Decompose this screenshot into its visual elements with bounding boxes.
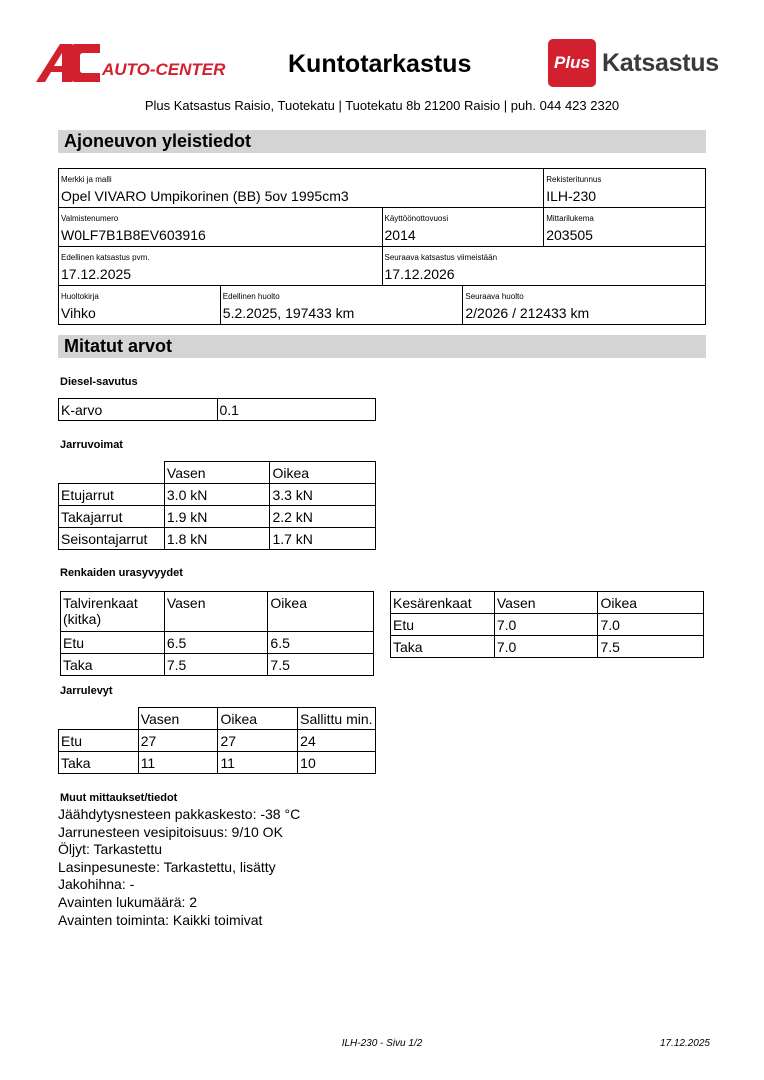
table-cell: 27 bbox=[218, 730, 298, 752]
header-cell: Oikea bbox=[268, 592, 374, 632]
notes-title: Muut mittaukset/tiedot bbox=[60, 792, 178, 804]
table-row bbox=[59, 752, 376, 774]
discs-title: Jarrulevyt bbox=[60, 685, 113, 697]
table-header-row bbox=[59, 708, 376, 730]
table-cell: 2.2 kN bbox=[270, 506, 376, 528]
note-line: Jäähdytysnesteen pakkaskesto: -38 °C bbox=[58, 806, 301, 822]
table-cell: Etu bbox=[59, 730, 139, 752]
next-inspection-cell: Seuraava katsastus viimeistään 17.12.2026 bbox=[382, 247, 705, 286]
svg-text:AUTO-CENTER: AUTO-CENTER bbox=[102, 60, 226, 79]
next-service-cell: Seuraava huolto 2/2026 / 212433 km bbox=[463, 286, 706, 325]
registration-cell: Rekisteritunnus ILH-230 bbox=[544, 169, 706, 208]
table-row bbox=[59, 208, 706, 247]
table-cell: 11 bbox=[138, 752, 218, 774]
make-model-cell: Merkki ja malli Opel VIVARO Umpikorinen (BB) 5ov 1995cm3 bbox=[59, 169, 544, 208]
table-cell: 1.8 kN bbox=[164, 528, 270, 550]
table-cell: 6.5 bbox=[164, 632, 268, 654]
note-line: Jakohihna: - bbox=[58, 876, 135, 893]
table-cell: 6.5 bbox=[268, 632, 374, 654]
table-row bbox=[61, 654, 374, 676]
katsastus-logo-text: Katsastus bbox=[602, 48, 719, 77]
table-cell: 7.0 bbox=[494, 636, 598, 658]
table-cell: 24 bbox=[298, 730, 376, 752]
brake-discs-table bbox=[58, 707, 376, 774]
table-cell: 1.9 kN bbox=[164, 506, 270, 528]
tyres-title: Renkaiden urasyvyydet bbox=[60, 567, 183, 579]
note-line: Avainten lukumäärä: 2 bbox=[58, 893, 198, 910]
table-cell: Etu bbox=[61, 632, 165, 654]
prev-service-cell: Edellinen huolto 5.2.2025, 197433 km bbox=[220, 286, 463, 325]
table-cell: Etujarrut bbox=[59, 484, 165, 506]
section-measured-values: Mitatut arvot bbox=[58, 335, 706, 358]
header bbox=[36, 34, 728, 90]
table-cell: 7.0 bbox=[598, 614, 704, 636]
table-cell: 10 bbox=[298, 752, 376, 774]
header-cell: Vasen bbox=[164, 462, 270, 484]
page-footer: ILH-230 - Sivu 1/2 bbox=[341, 1038, 423, 1049]
table-cell: Taka bbox=[61, 654, 165, 676]
table-row bbox=[59, 169, 706, 208]
header-cell: Vasen bbox=[164, 592, 268, 632]
k-value-label: K-arvo bbox=[59, 399, 218, 421]
table-cell: Takajarrut bbox=[59, 506, 165, 528]
notes-list bbox=[58, 806, 300, 929]
header-cell: Vasen bbox=[138, 708, 218, 730]
table-cell: 7.0 bbox=[494, 614, 598, 636]
table-row bbox=[59, 730, 376, 752]
table-cell: Seisontajarrut bbox=[59, 528, 165, 550]
table-row bbox=[59, 528, 376, 550]
header-cell: Sallittu min. bbox=[298, 708, 376, 730]
vin-cell: Valmistenumero W0LF7B1B8EV603916 bbox=[59, 208, 383, 247]
diesel-title: Diesel-savutus bbox=[60, 376, 138, 388]
table-row bbox=[61, 632, 374, 654]
summer-tyres-table bbox=[390, 591, 704, 658]
brakes-title: Jarruvoimat bbox=[60, 439, 123, 451]
header-cell: Kesärenkaat bbox=[391, 592, 495, 614]
table-header-row bbox=[391, 592, 704, 614]
section-vehicle-info: Ajoneuvon yleistiedot bbox=[58, 130, 706, 153]
table-cell: 7.5 bbox=[164, 654, 268, 676]
plus-katsastus-logo bbox=[548, 38, 719, 88]
table-cell: 1.7 kN bbox=[270, 528, 376, 550]
table-row bbox=[391, 614, 704, 636]
first-use-cell: Käyttöönottovuosi 2014 bbox=[382, 208, 544, 247]
table-cell: Taka bbox=[391, 636, 495, 658]
note-line: Jarrunesteen vesipitoisuus: 9/10 OK bbox=[58, 823, 283, 840]
station-address: Plus Katsastus Raisio, Tuotekatu | Tuotekatu 8b 21200 Raisio | puh. 044 423 2320 bbox=[144, 98, 620, 113]
table-cell: 7.5 bbox=[598, 636, 704, 658]
note-line: Lasinpesuneste: Tarkastettu, lisätty bbox=[58, 858, 276, 875]
table-cell: 3.3 kN bbox=[270, 484, 376, 506]
table-cell: 3.0 kN bbox=[164, 484, 270, 506]
table-header-row bbox=[61, 592, 374, 632]
table-row bbox=[59, 506, 376, 528]
brake-forces-table bbox=[58, 461, 376, 550]
note-line: Avainten toiminta: Kaikki toimivat bbox=[58, 911, 263, 928]
table-cell: Etu bbox=[391, 614, 495, 636]
prev-inspection-cell: Edellinen katsastus pvm. 17.12.2025 bbox=[59, 247, 383, 286]
table-row bbox=[59, 484, 376, 506]
table-row bbox=[59, 399, 376, 421]
header-cell: Oikea bbox=[598, 592, 704, 614]
document-title: Kuntotarkastus bbox=[288, 50, 472, 78]
table-cell: 11 bbox=[218, 752, 298, 774]
table-header-row bbox=[59, 462, 376, 484]
table-cell: Taka bbox=[59, 752, 139, 774]
auto-center-logo-icon bbox=[36, 42, 226, 84]
winter-tyres-table bbox=[60, 591, 374, 676]
header-cell: Oikea bbox=[218, 708, 298, 730]
diesel-table bbox=[58, 398, 376, 421]
plus-badge: Plus bbox=[548, 39, 596, 87]
k-value: 0.1 bbox=[217, 399, 376, 421]
vehicle-info-table bbox=[58, 168, 706, 325]
auto-center-logo bbox=[36, 42, 226, 84]
service-book-cell: Huoltokirja Vihko bbox=[59, 286, 221, 325]
table-row bbox=[391, 636, 704, 658]
note-line: Öljyt: Tarkastettu bbox=[58, 841, 163, 858]
table-cell: 7.5 bbox=[268, 654, 374, 676]
header-cell bbox=[59, 708, 139, 730]
table-row bbox=[59, 286, 706, 325]
header-cell: Oikea bbox=[270, 462, 376, 484]
header-cell: Vasen bbox=[494, 592, 598, 614]
table-row bbox=[59, 247, 706, 286]
header-cell: Talvirenkaat (kitka) bbox=[61, 592, 165, 632]
footer-date: 17.12.2025 bbox=[659, 1038, 710, 1049]
table-cell: 27 bbox=[138, 730, 218, 752]
header-cell bbox=[59, 462, 165, 484]
odometer-cell: Mittarilukema 203505 bbox=[544, 208, 706, 247]
